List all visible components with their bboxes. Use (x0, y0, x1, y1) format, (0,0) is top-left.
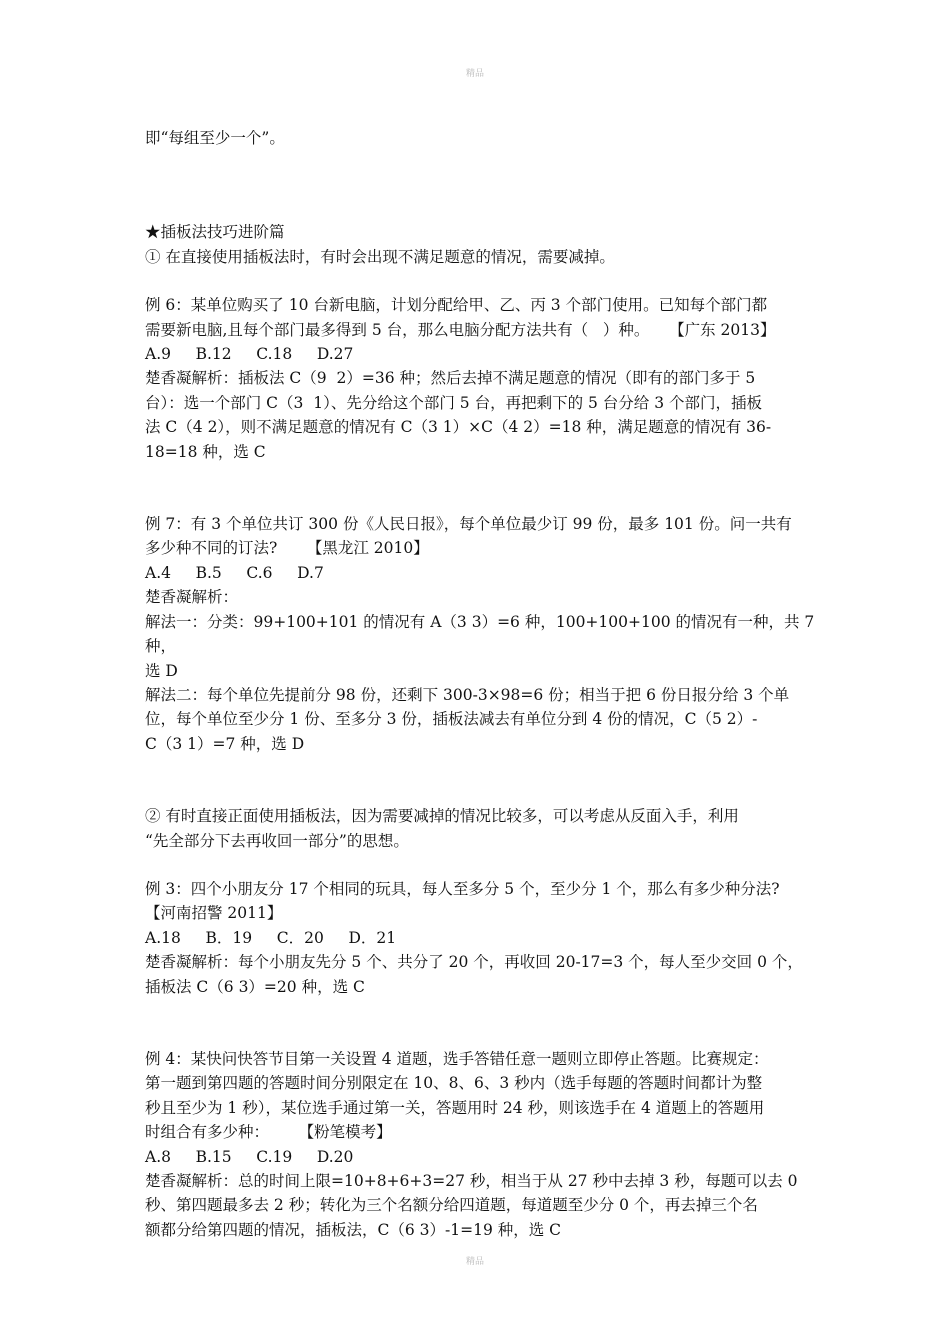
ex6-analysis-line: 法 C（4 2），则不满足题意的情况有 C（3 1）×C（4 2）=18 种，满足题意的情况有 36- (145, 418, 772, 437)
ex6-line: 例 6：某单位购买了 10 台新电脑，计划分配给甲、乙、丙 3 个部门使用。已知每个部门都 (145, 296, 768, 315)
ex7-method1-line: 选 D (145, 661, 178, 680)
ex6-analysis-line: 台）：选一个部门 C（3 1）、先分给这个部门 5 台，再把剩下的 5 台分给 3 个部门，插板 (145, 393, 763, 412)
ex6-analysis-line: 楚香凝解析：插板法 C（9 2）=36 种；然后去掉不满足题意的情况（即有的部门多于 5 (145, 369, 756, 388)
ex7-method2-line: 位，每个单位至少分 1 份、至多分 3 份，插板法减去有单位分到 4 份的情况，C（5 2）- (145, 710, 758, 729)
ex6-analysis-line: 18=18 种，选 C (145, 442, 266, 461)
ex3-line: 【河南招警 2011】 (145, 904, 283, 923)
ex4-options: A.8 B.15 C.19 D.20 (145, 1147, 354, 1166)
ex3-options: A.18 B．19 C．20 D．21 (145, 928, 397, 947)
example-4 (145, 1047, 817, 1242)
example-6 (145, 293, 817, 464)
ex7-method2-line: C（3 1）=7 种，选 D (145, 734, 305, 753)
intro-line: 即“每组至少一个”。 (145, 129, 285, 147)
ex4-analysis-line: 额都分给第四题的情况，插板法，C（6 3）-1=19 种，选 C (145, 1220, 562, 1239)
ex3-analysis-line: 楚香凝解析：每个小朋友先分 5 个、共分了 20 个，再收回 20-17=3 个，每人至少交回 0 个， (145, 953, 803, 972)
ex3-line: 例 3：四个小朋友分 17 个相同的玩具，每人至多分 5 个，至少分 1 个，那么有多少种分法? (145, 879, 780, 898)
document-body (145, 126, 820, 1242)
ex4-analysis-line: 楚香凝解析：总的时间上限=10+8+6+3=27 秒，相当于从 27 秒中去掉 3 秒，每题可以去 0 (145, 1172, 798, 1190)
footer-watermark: 精品 (465, 1257, 484, 1267)
ex7-method1-line: 解法一：分类：99+100+101 的情况有 A（3 3）=6 种，100+100+100 的情况有一种，共 7 种， (145, 612, 820, 656)
ex7-method2-line: 解法二：每个单位先提前分 98 份，还剩下 300-3×98=6 份；相当于把 6 份日报分给 3 个单 (145, 685, 790, 704)
point2-line: “先全部分下去再收回一部分”的思想。 (145, 831, 409, 850)
section-title: ★插板法技巧进阶篇 (145, 223, 285, 242)
point1-text: ① 在直接使用插板法时，有时会出现不满足题意的情况，需要减掉。 (145, 247, 615, 266)
example-7 (145, 512, 820, 756)
ex4-line: 第一题到第四题的答题时间分别限定在 10、8、6、3 秒内（选手每题的答题时间都计为整 (145, 1074, 763, 1093)
example-3 (145, 877, 817, 999)
ex7-line: 多少种不同的订法? 【黑龙江 2010】 (145, 539, 429, 558)
ex7-analysis-title: 楚香凝解析： (145, 588, 239, 607)
ex6-options: A.9 B.12 C.18 D.27 (145, 345, 354, 364)
ex6-line: 需要新电脑,且每个部门最多得到 5 台，那么电脑分配方法共有（ ）种。 【广东 2013】 (145, 320, 776, 339)
ex4-line: 时组合有多少种： 【粉笔模考】 (145, 1123, 392, 1142)
ex4-analysis-line: 秒、第四题最多去 2 秒；转化为三个名额分给四道题，每道题至少分 0 个，再去掉三个名 (145, 1196, 758, 1215)
ex7-line: 例 7：有 3 个单位共订 300 份《人民日报》，每个单位最少订 99 份，最多 101 份。问一共有 (145, 515, 792, 534)
point2-line: ② 有时直接正面使用插板法，因为需要减掉的情况比较多，可以考虑从反面入手，利用 (145, 807, 739, 826)
ex4-line: 秒且至少为 1 秒），某位选手通过第一关，答题用时 24 秒，则该选手在 4 道题上的答题用 (145, 1098, 765, 1117)
header-watermark: 精品 (465, 69, 484, 79)
ex4-line: 例 4：某快问快答节目第一关设置 4 道题，选手答错任意一题则立即停止答题。比赛规定： (145, 1049, 769, 1068)
ex3-analysis-line: 插板法 C（6 3）=20 种，选 C (145, 977, 365, 996)
ex7-options: A.4 B.5 C.6 D.7 (145, 563, 324, 582)
